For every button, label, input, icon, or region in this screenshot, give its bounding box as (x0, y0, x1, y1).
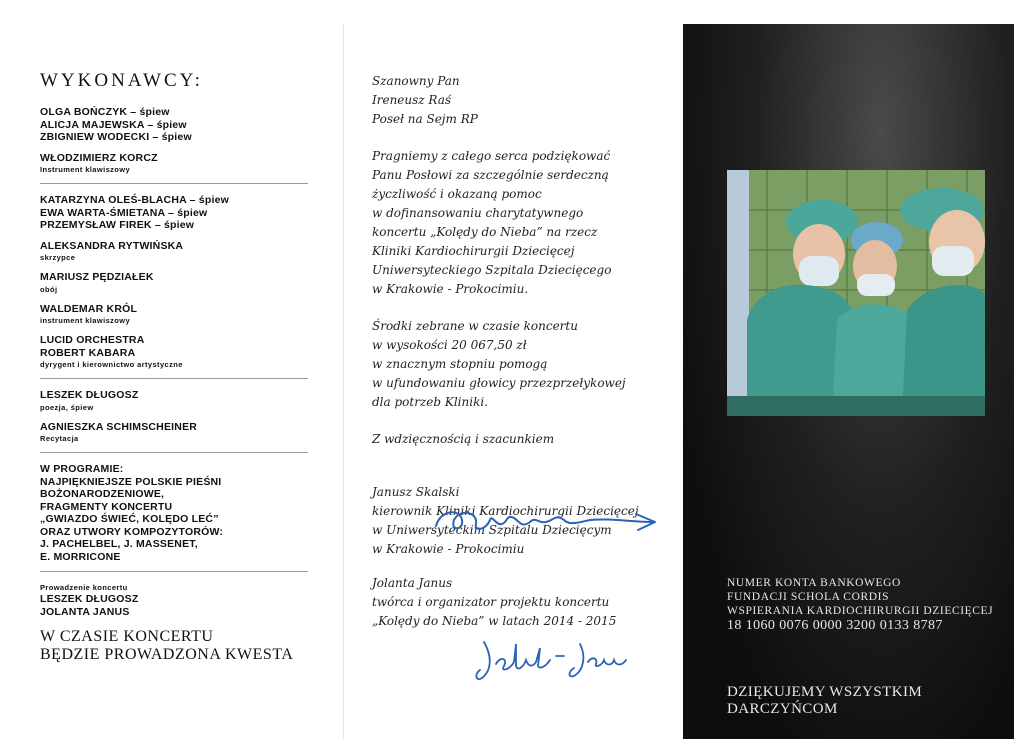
letter-line: w wysokości 20 067,50 zł (372, 338, 527, 352)
addressee-line: Ireneusz Raś (372, 93, 452, 107)
bank-label: FUNDACJI SCHOLA CORDIS (727, 591, 890, 603)
letter-line: Pragniemy z całego serca podziękować (372, 149, 611, 163)
bank-account-info (727, 576, 993, 633)
surgeons-image (727, 170, 985, 416)
letter-line: w ufundowaniu głowicy przezprzełykowej (372, 376, 626, 390)
thank-you-letter (372, 72, 672, 631)
signatory-name: Jolanta Janus (372, 576, 453, 590)
letter-line: Środki zebrane w czasie koncertu (372, 319, 578, 333)
collection-notice: W CZASIE KONCERTU BĘDZIE PROWADZONA KWESTA (40, 628, 294, 663)
signatory-line: Janusz Skalski (372, 485, 460, 499)
letter-line: Panu Posłowi za szczególnie serdeczną (372, 168, 609, 182)
performer-krol: WALDEMAR KRÓL instrument klawiszowy (40, 302, 138, 325)
bank-label: WSPIERANIA KARDIOCHIRURGII DZIECIĘCEJ (727, 605, 994, 617)
divider (40, 378, 308, 379)
signature-skalski (430, 500, 670, 540)
performers-group-1 (40, 106, 310, 144)
signatory-line: kierownik Kliniki Kardiochirurgii Dziecięcej (372, 504, 639, 518)
program-block: W PROGRAMIE: NAJPIĘKNIEJSZE POLSKIE PIEŚNI BOŻONARODZENIOWE, FRAGMENTY KONCERTU „GWIAZDO ŚWIEĆ, KOLĘDO LEĆ” ORAZ UTWORY KOMPOZYTORÓW: J. PACHELBEL, J. MASSENET, E. MORRICONE (40, 463, 224, 563)
performer-pedzialek: MARIUSZ PĘDZIAŁEK obój (40, 271, 154, 294)
performers-heading: WYKONAWCY: (40, 70, 203, 91)
performer-line: ALICJA MAJEWSKA – śpiew (40, 118, 187, 131)
letter-line: Kliniki Kardiochirurgii Dziecięcej (372, 244, 575, 258)
signatory-line: „Kolędy do Nieba” w latach 2014 - 2015 (372, 614, 617, 628)
letter-line: dla potrzeb Kliniki. (372, 395, 489, 409)
addressee-line: Poseł na Sejm RP (372, 112, 478, 126)
addressee-line: Szanowny Pan (372, 74, 460, 88)
performer-schimscheiner: AGNIESZKA SCHIMSCHEINER Recytacja (40, 420, 198, 443)
letter-line: w Krakowie - Prokocimiu. (372, 282, 529, 296)
letter-line: Uniwersyteckiego Szpitala Dziecięcego (372, 263, 612, 277)
letter-line: w dofinansowaniu charytatywnego (372, 206, 584, 220)
hosts-block: Prowadzenie koncertu LESZEK DŁUGOSZ JOLANTA JANUS (40, 583, 139, 618)
foundation-panel (683, 24, 1014, 739)
performer-lucid: LUCID ORCHESTRA ROBERT KABARA dyrygent i kierownictwo artystyczne (40, 334, 183, 369)
performer-rytwinska: ALEKSANDRA RYTWIŃSKA skrzypce (40, 239, 184, 262)
divider (40, 571, 308, 572)
performers-group-2: KATARZYNA OLEŚ-BLACHA – śpiew EWA WARTA-ŚMIETANA – śpiew PRZEMYSŁAW FIREK – śpiew (40, 194, 229, 231)
letter-line: w znacznym stopniu pomogą (372, 357, 548, 371)
performer-line: ZBIGNIEW WODECKI – śpiew (40, 131, 192, 143)
signature-janus (470, 636, 640, 686)
signatory-line: w Uniwersyteckim Szpitalu Dziecięcym (372, 523, 612, 537)
surgeons-photo (727, 170, 985, 416)
signatory-line: twórca i organizator projektu koncertu (372, 595, 610, 609)
performer-dlugosz: LESZEK DŁUGOSZ poezja, śpiew (40, 389, 139, 412)
account-number: 18 1060 0076 0000 3200 0133 8787 (727, 618, 943, 633)
performer-korcz: WŁODZIMIERZ KORCZ Instrument klawiszowy (40, 151, 158, 174)
letter-line: koncertu „Kolędy do Nieba” na rzecz (372, 225, 598, 239)
performer-line: OLGA BOŃCZYK – śpiew (40, 106, 170, 118)
divider (40, 183, 308, 184)
fold-line (343, 24, 344, 739)
signatory-line: w Krakowie - Prokocimiu (372, 542, 525, 556)
thanks-donors: DZIĘKUJEMY WSZYSTKIM DARCZYŃCOM (727, 684, 923, 717)
closing-line: Z wdzięcznością i szacunkiem (372, 432, 555, 446)
performers-panel (40, 70, 310, 664)
divider (40, 452, 308, 453)
bank-label: NUMER KONTA BANKOWEGO (727, 577, 901, 589)
letter-line: życzliwość i okazaną pomoc (372, 187, 542, 201)
